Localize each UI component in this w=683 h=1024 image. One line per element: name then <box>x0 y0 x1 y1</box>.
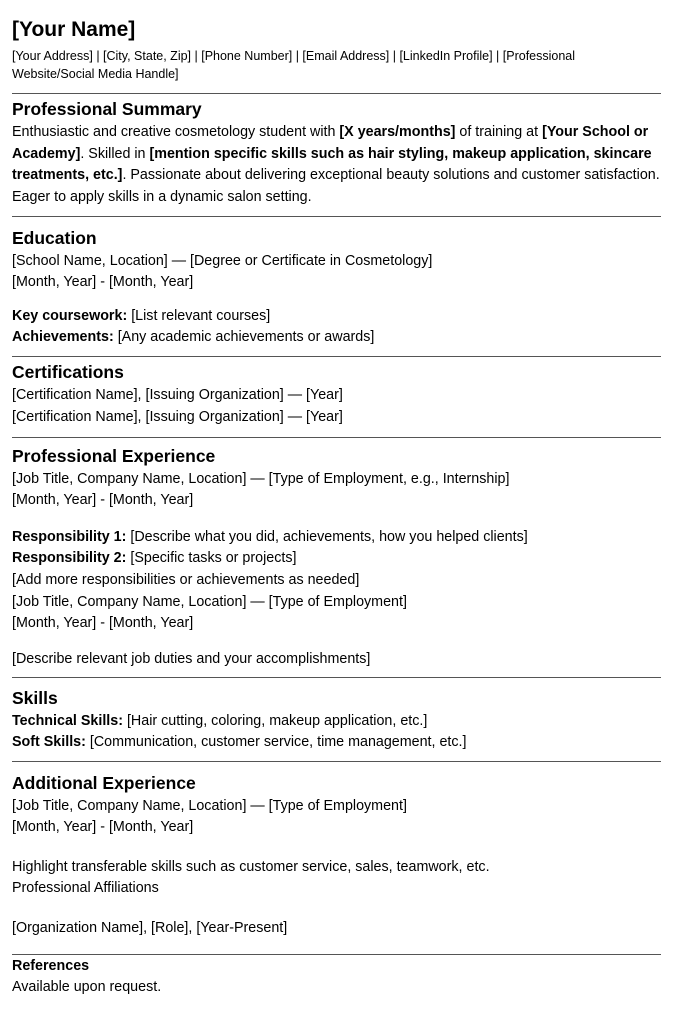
more-responsibilities: [Add more responsibilities or achievements as needed] <box>12 572 360 588</box>
job2-title: [Job Title, Company Name, Location] — [Type of Employment] <box>12 594 407 610</box>
divider <box>12 954 661 955</box>
summary-heading: Professional Summary <box>12 99 202 119</box>
divider <box>12 93 661 94</box>
resume-name: [Your Name] <box>12 18 136 41</box>
job1-dates: [Month, Year] - [Month, Year] <box>12 492 194 508</box>
additional-job-title: [Job Title, Company Name, Location] — [Type of Employment] <box>12 798 407 814</box>
additional-heading: Additional Experience <box>12 773 196 793</box>
responsibility-2: Responsibility 2: [Specific tasks or projects] <box>12 550 297 566</box>
responsibility-1: Responsibility 1: [Describe what you did, achievements, how you helped clients] <box>12 529 528 545</box>
divider <box>12 356 661 357</box>
references-heading: References <box>12 958 90 974</box>
education-heading: Education <box>12 228 97 248</box>
affiliation-item: [Organization Name], [Role], [Year-Present] <box>12 920 288 936</box>
technical-skills: Technical Skills: [Hair cutting, coloring, makeup application, etc.] <box>12 713 428 729</box>
job2-description: [Describe relevant job duties and your accomplishments] <box>12 651 371 667</box>
divider <box>12 437 661 438</box>
transferable-skills: Highlight transferable skills such as customer service, sales, teamwork, etc. <box>12 859 490 875</box>
divider <box>12 216 661 217</box>
job1-title: [Job Title, Company Name, Location] — [Type of Employment, e.g., Internship] <box>12 471 510 487</box>
certifications-heading: Certifications <box>12 362 124 382</box>
soft-skills: Soft Skills: [Communication, customer service, time management, etc.] <box>12 734 467 750</box>
additional-job-dates: [Month, Year] - [Month, Year] <box>12 819 194 835</box>
references-text: Available upon request. <box>12 979 162 995</box>
job2-dates: [Month, Year] - [Month, Year] <box>12 615 194 631</box>
experience-heading: Professional Experience <box>12 446 216 466</box>
education-school: [School Name, Location] — [Degree or Certificate in Cosmetology] <box>12 253 433 269</box>
education-achievements: Achievements: [Any academic achievements or awards] <box>12 329 375 345</box>
divider <box>12 761 661 762</box>
certification-item: [Certification Name], [Issuing Organization] — [Year] <box>12 387 343 403</box>
skills-heading: Skills <box>12 688 58 708</box>
summary-text: Enthusiastic and creative cosmetology student with [X years/months] of training at [Your School or Academy]. Skilled in [mention specific skills such as hair styling, makeup application, skincare treatments, etc.]. Passionate about delivering exceptional beauty solutions and customer satisfaction. Eager to apply skills in a dynamic salon setting. <box>12 124 660 205</box>
certification-item: [Certification Name], [Issuing Organization] — [Year] <box>12 409 343 425</box>
education-dates: [Month, Year] - [Month, Year] <box>12 274 194 290</box>
contact-info: [Your Address] | [City, State, Zip] | [Phone Number] | [Email Address] | [LinkedIn Profile] | [Professional Website/Social Media Handle] <box>12 49 576 81</box>
divider <box>12 677 661 678</box>
education-coursework: Key coursework: [List relevant courses] <box>12 308 271 324</box>
affiliations-label: Professional Affiliations <box>12 880 159 896</box>
